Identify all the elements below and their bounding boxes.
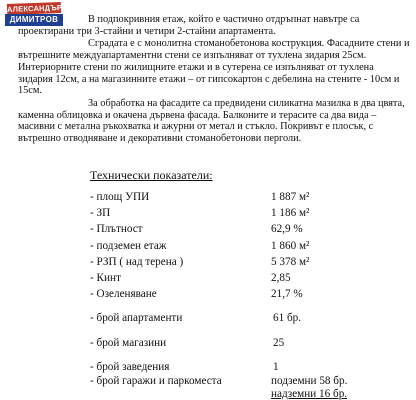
logo-line-2: ДИМИТРОВ xyxy=(5,14,63,26)
indicator-label-density: - Плътност xyxy=(90,223,143,235)
indicator-value-shops: 25 xyxy=(273,337,285,349)
indicator-value-apartments: 61 бр. xyxy=(273,312,302,324)
indicator-value-garages-overground: надземни 16 бр. xyxy=(271,388,348,400)
indicator-value-density: 62,9 % xyxy=(271,223,303,235)
indicator-value-greenery: 21,7 % xyxy=(271,288,303,300)
indicator-value-upi: 1 887 м² xyxy=(271,191,310,203)
logo-line-1: АЛЕКСАНДЪР xyxy=(6,3,63,14)
description-text xyxy=(18,14,410,145)
indicator-value-kint: 2,85 xyxy=(271,272,291,284)
paragraph-structure: Сградата е с монолитна стоманобетонова кострукция. Фасадните стени и вътрешните междуапартаментни стени се изпълняват от тухлена зидария 25см. Интериорните стени по жилищните етажи и в сутерена се изпълняват от тухлена зидария 12см, а на магазинните етажи – от гипсокартон с дебелина на стените - 10см и 15см. xyxy=(18,38,410,97)
indicator-value-rzp: 5 378 м² xyxy=(271,256,310,268)
technical-indicators-heading: Технически показатели: xyxy=(90,168,213,182)
indicator-value-underground: 1 860 м² xyxy=(271,240,310,252)
indicator-label-upi: - площ УПИ xyxy=(90,191,150,203)
paragraph-attic: В подпокривния етаж, който е частично отдръпнат навътре са проектирани три 3-стайни и четири 2-стайни апартамента. xyxy=(18,14,360,37)
indicator-label-kint: - Кинт xyxy=(90,272,121,284)
indicator-label-greenery: - Озеленяване xyxy=(90,288,157,300)
indicator-value-zp: 1 186 м² xyxy=(271,207,310,219)
indicator-label-shops: - брой магазини xyxy=(90,337,167,349)
indicator-label-rzp: - РЗП ( над терена ) xyxy=(90,256,184,268)
indicator-label-garages: - брой гаражи и паркоместа xyxy=(90,375,222,387)
indicator-label-restaurants: - брой заведения xyxy=(90,361,170,373)
indicator-label-apartments: - брой апартаменти xyxy=(90,312,183,324)
paragraph-facade: За обработка на фасадите са предвидени силикатна мазилка в два цвята, каменна облицовка и окачена дървена фасада. Балконите и терасите са два вида – масивни с метална ръкохватка и ажурни от метал и стъкло. Покривът е плосък, с вътрешно отводняване и декоративни стоманобетонови перголи. xyxy=(18,97,405,145)
indicator-label-underground: - подземен етаж xyxy=(90,240,167,252)
indicator-label-zp: - ЗП xyxy=(90,207,111,219)
indicator-value-restaurants: 1 xyxy=(273,361,279,373)
indicator-value-garages-underground: подземни 58 бр. xyxy=(271,375,348,387)
